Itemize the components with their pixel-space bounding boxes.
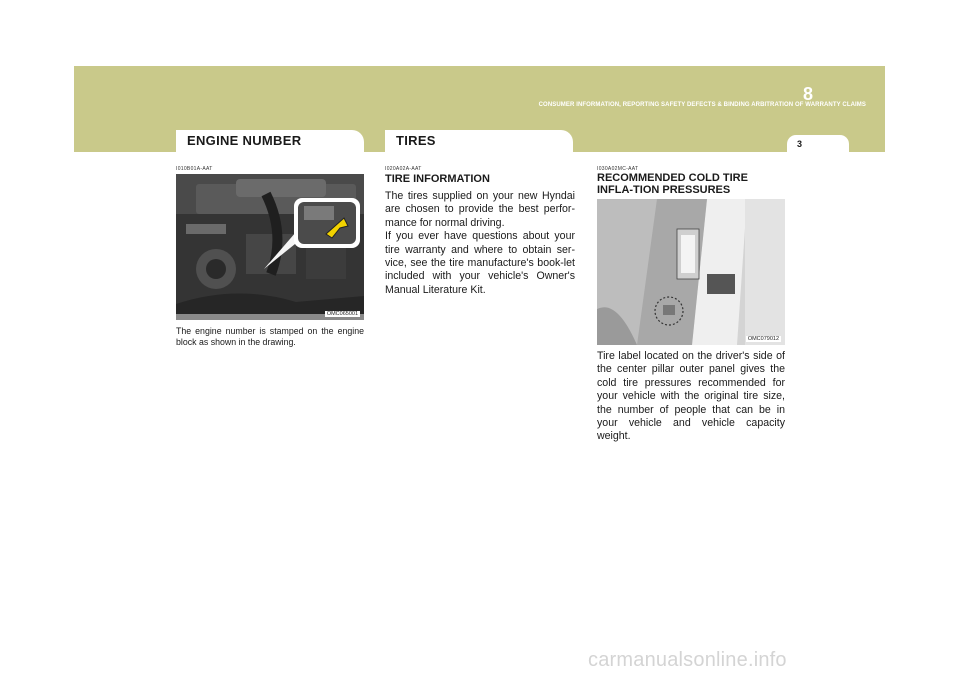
tire-info-text: The tires supplied on your new Hyndai are chosen to provide the best perfor-mance for normal driving. If you ever have questions about your tire warranty and where to obtain ser-vice, see the tire manufacture's book-let included with your vehicle's Owner's Manual Literature Kit.: [385, 190, 575, 296]
engine-photo-label: OMC065001: [326, 311, 358, 317]
door-pillar-photo-label: OMC079012: [747, 336, 779, 342]
door-pillar-photo: [597, 199, 785, 345]
tire-info-heading: TIRE INFORMATION: [385, 173, 490, 185]
cold-tire-heading: RECOMMENDED COLD TIRE INFLA-TION PRESSURES: [597, 172, 748, 196]
section-tab-engine-number: ENGINE NUMBER: [176, 130, 364, 152]
page-number: 3: [797, 139, 803, 149]
cold-tire-code: I030A02MC-AAT: [597, 166, 639, 172]
door-pillar-illustration: [597, 199, 785, 345]
footer-watermark[interactable]: carmanualsonline.info: [588, 649, 787, 671]
tire-info-code: I020A02A-AAT: [385, 166, 422, 172]
engine-photo: [176, 174, 364, 320]
chapter-number: 8: [803, 84, 814, 104]
engine-illustration: [176, 174, 364, 320]
section-tab-tires: TIRES: [385, 130, 573, 152]
cold-tire-text: Tire label located on the driver's side of the center pillar outer panel gives the cold tire pressures recommended for your vehicle with the original tire size, the number of people that can be in your vehicle and vehicle capacity weight.: [597, 350, 785, 443]
engine-number-text: The engine number is stamped on the engine block as shown in the drawing.: [176, 326, 364, 347]
chapter-title: CONSUMER INFORMATION, REPORTING SAFETY DEFECTS & BINDING ARBITRATION OF WARRANTY CLAIMS: [538, 102, 866, 108]
engine-section-code: I010B01A-AAT: [176, 166, 213, 172]
